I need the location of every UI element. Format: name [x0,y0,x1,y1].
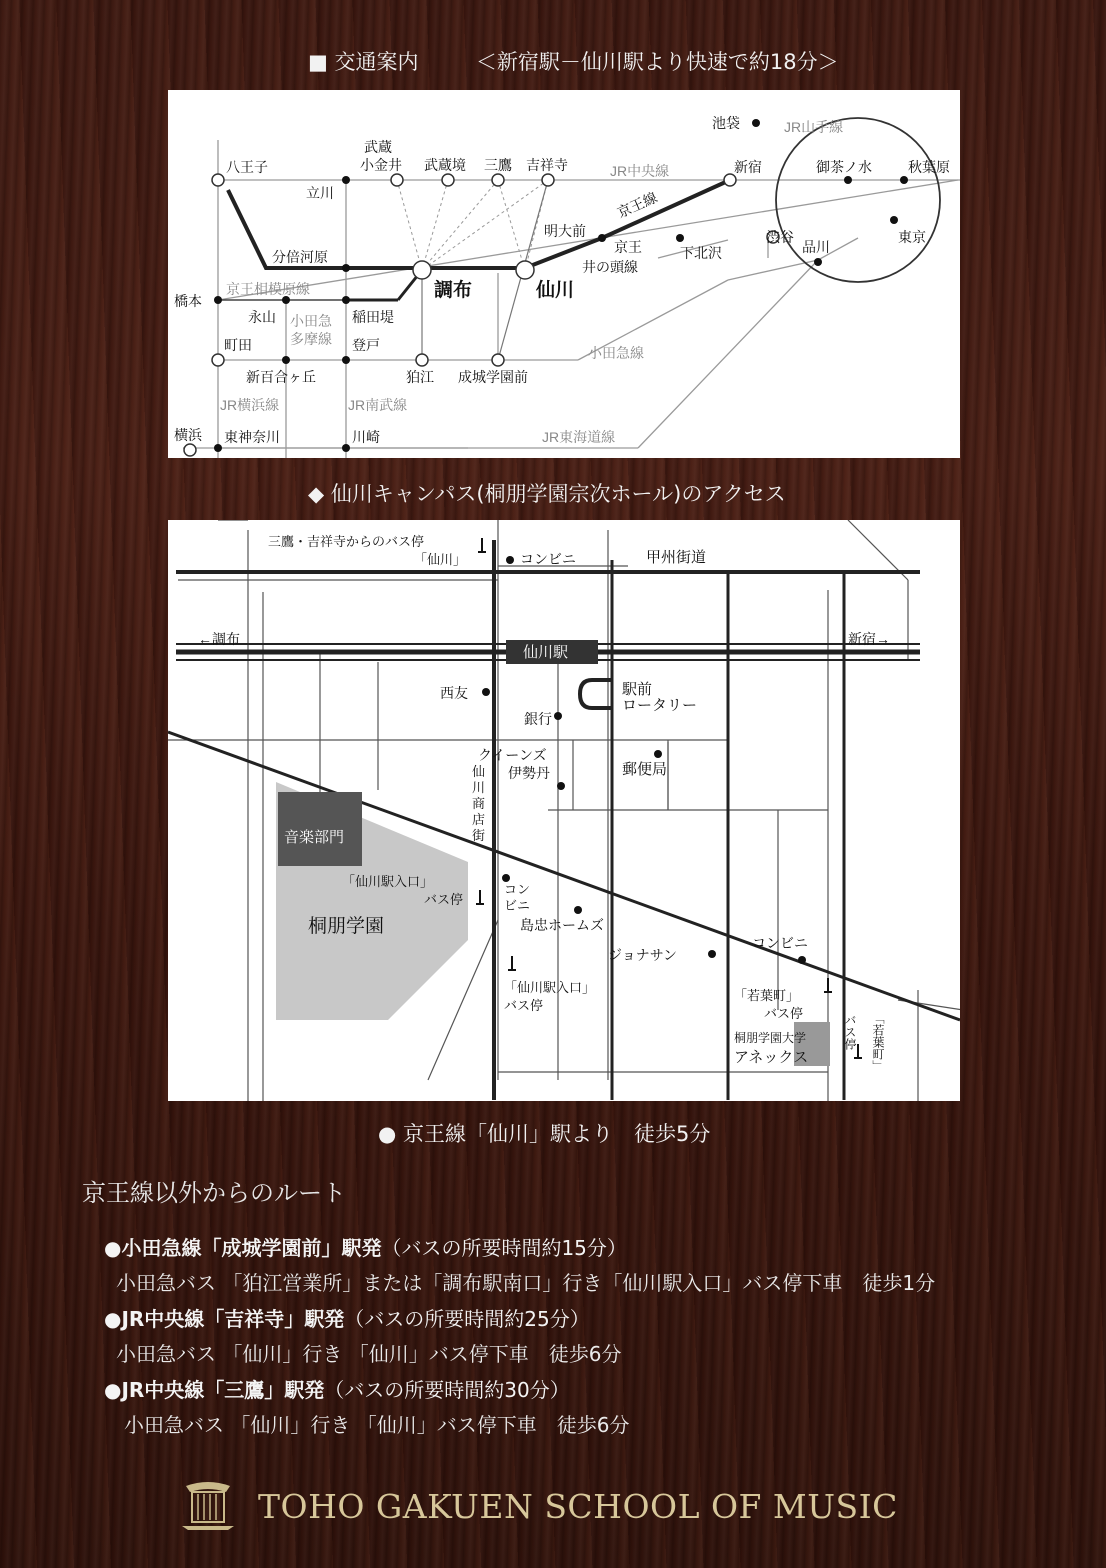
campus-map-label: 新宿→ [848,631,890,647]
svg-text:御茶ノ水: 御茶ノ水 [816,159,872,175]
campus-map-label: クイーンズ [478,747,547,763]
campus-map-label: 商 [472,796,486,811]
campus-map-label: 島忠ホームズ [520,917,604,933]
campus-map-label: 桐朋学園 [308,916,385,937]
svg-text:橋本: 橋本 [174,293,202,309]
campus-map-label: アネックス [734,1049,809,1066]
route-station-label: ●JR中央線「三鷹」駅発 [104,1378,325,1402]
svg-text:小田急線: 小田急線 [588,345,644,361]
svg-text:立川: 立川 [306,185,334,201]
svg-text:町田: 町田 [224,337,252,353]
campus-map-label: 店 [472,812,486,827]
campus-map-label: ビニ [504,898,531,913]
campus-map-label: 仙川駅 [523,644,569,661]
route-time-label: （バスの所要時間約25分） [344,1307,590,1331]
campus-map-label: ジョナサン [608,947,678,963]
svg-text:武蔵: 武蔵 [364,139,392,155]
campus-map-label: バス停 [843,1014,857,1050]
campus-map-label: 音楽部門 [284,829,345,846]
route-detail-mitaka: 小田急バス 「仙川」行き 「仙川」バス停下車 徒歩6分 [124,1413,630,1437]
campus-map-label: 「若葉町」 [734,988,800,1003]
campus-map-label: バス停 [504,998,544,1013]
svg-text:JR中央線: JR中央線 [610,163,670,179]
campus-map-label: 甲州街道 [646,549,707,566]
transit-subheading: ＜新宿駅－仙川駅より快速で約18分＞ [475,50,839,74]
campus-heading: ◆ 仙川キャンパス(桐朋学園宗次ホール)のアクセス [308,482,786,506]
campus-map-label: 駅前 [622,681,653,698]
campus-map-label: 西友 [440,685,468,701]
svg-text:新百合ヶ丘: 新百合ヶ丘 [246,369,316,385]
campus-map-label: コンビニ [520,551,576,567]
route-heading-mitaka [104,1374,570,1403]
svg-text:狛江: 狛江 [406,369,434,385]
campus-map-label: 「仙川」 [414,552,467,567]
school-name: TOHO GAKUEN SCHOOL OF MUSIC [258,1487,898,1526]
svg-text:JR南武線: JR南武線 [348,397,408,413]
route-time-label: （バスの所要時間約30分） [324,1378,570,1402]
svg-text:永山: 永山 [248,309,276,325]
svg-text:京王相模原線: 京王相模原線 [226,281,310,297]
svg-text:井の頭線: 井の頭線 [582,259,638,275]
svg-text:多摩線: 多摩線 [290,331,332,347]
svg-text:JR山手線: JR山手線 [784,119,844,135]
svg-text:東神奈川: 東神奈川 [224,429,280,445]
svg-text:京王: 京王 [614,239,642,255]
svg-text:横浜: 横浜 [174,427,202,443]
campus-map-label: ←調布 [198,631,240,647]
campus-map-label: バス停 [764,1006,804,1021]
svg-text:成城学園前: 成城学園前 [458,369,528,385]
route-heading-kichijoji [104,1303,590,1332]
route-detail-seijo: 小田急バス 「狛江営業所」または「調布駅南口」行き「仙川駅入口」バス停下車 徒歩1分 [116,1271,936,1295]
svg-text:東京: 東京 [898,229,926,245]
walk-note: ● 京王線「仙川」駅より 徒歩5分 [378,1122,711,1146]
campus-map-label: 「仙川駅入口」 [504,980,596,995]
svg-text:武蔵境: 武蔵境 [424,157,466,173]
svg-text:小金井: 小金井 [360,157,402,173]
campus-map-label: 三鷹・吉祥寺からのバス停 [268,534,425,549]
svg-text:八王子: 八王子 [226,159,268,175]
route-station-label: ●小田急線「成城学園前」駅発 [104,1236,382,1260]
svg-text:京王線: 京王線 [614,189,660,221]
campus-map-label: 川 [472,780,486,795]
transit-heading-label: ■ 交通案内 [308,50,419,74]
svg-text:吉祥寺: 吉祥寺 [526,157,568,173]
svg-text:秋葉原: 秋葉原 [908,159,950,175]
svg-text:調布: 調布 [434,280,473,301]
campus-map-label: コン [504,882,531,897]
svg-text:JR東海道線: JR東海道線 [542,429,616,445]
campus-map-label: バス停 [424,892,464,907]
svg-text:川崎: 川崎 [352,429,380,445]
svg-text:下北沢: 下北沢 [680,245,722,261]
campus-map [168,520,960,1101]
campus-map-label: 「仙川駅入口」 [342,874,434,889]
campus-map-label: コンビニ [752,935,808,951]
route-map [168,90,960,458]
svg-text:三鷹: 三鷹 [484,157,512,173]
campus-map-label: 銀行 [524,711,552,727]
route-station-label: ●JR中央線「吉祥寺」駅発 [104,1307,345,1331]
campus-map-label: 伊勢丹 [508,765,550,781]
svg-text:仙川: 仙川 [536,280,575,301]
svg-text:JR横浜線: JR横浜線 [220,397,280,413]
route-heading-seijo [104,1232,627,1261]
svg-text:渋谷: 渋谷 [766,229,794,245]
svg-text:小田急: 小田急 [290,313,332,329]
lyre-crest-icon [178,1480,238,1532]
svg-text:登戸: 登戸 [352,337,380,353]
svg-text:稲田堤: 稲田堤 [352,309,394,325]
campus-map-label: ロータリー [622,697,698,714]
routes-title: 京王線以外からのルート [82,1179,346,1207]
transit-heading [308,46,839,76]
campus-map-label: 仙 [472,764,486,779]
campus-map-label: 街 [472,828,486,843]
svg-text:分倍河原: 分倍河原 [272,249,328,265]
svg-text:品川: 品川 [802,239,830,255]
campus-map-label: 「若葉町」 [871,1012,885,1072]
campus-map-label: 郵便局 [622,761,668,778]
campus-map-label: 桐朋学園大学 [734,1031,807,1045]
route-time-label: （バスの所要時間約15分） [381,1236,627,1260]
svg-text:池袋: 池袋 [712,115,740,131]
svg-text:新宿: 新宿 [734,159,762,175]
svg-text:明大前: 明大前 [544,223,586,239]
route-detail-kichijoji: 小田急バス 「仙川」行き 「仙川」バス停下車 徒歩6分 [116,1342,622,1366]
